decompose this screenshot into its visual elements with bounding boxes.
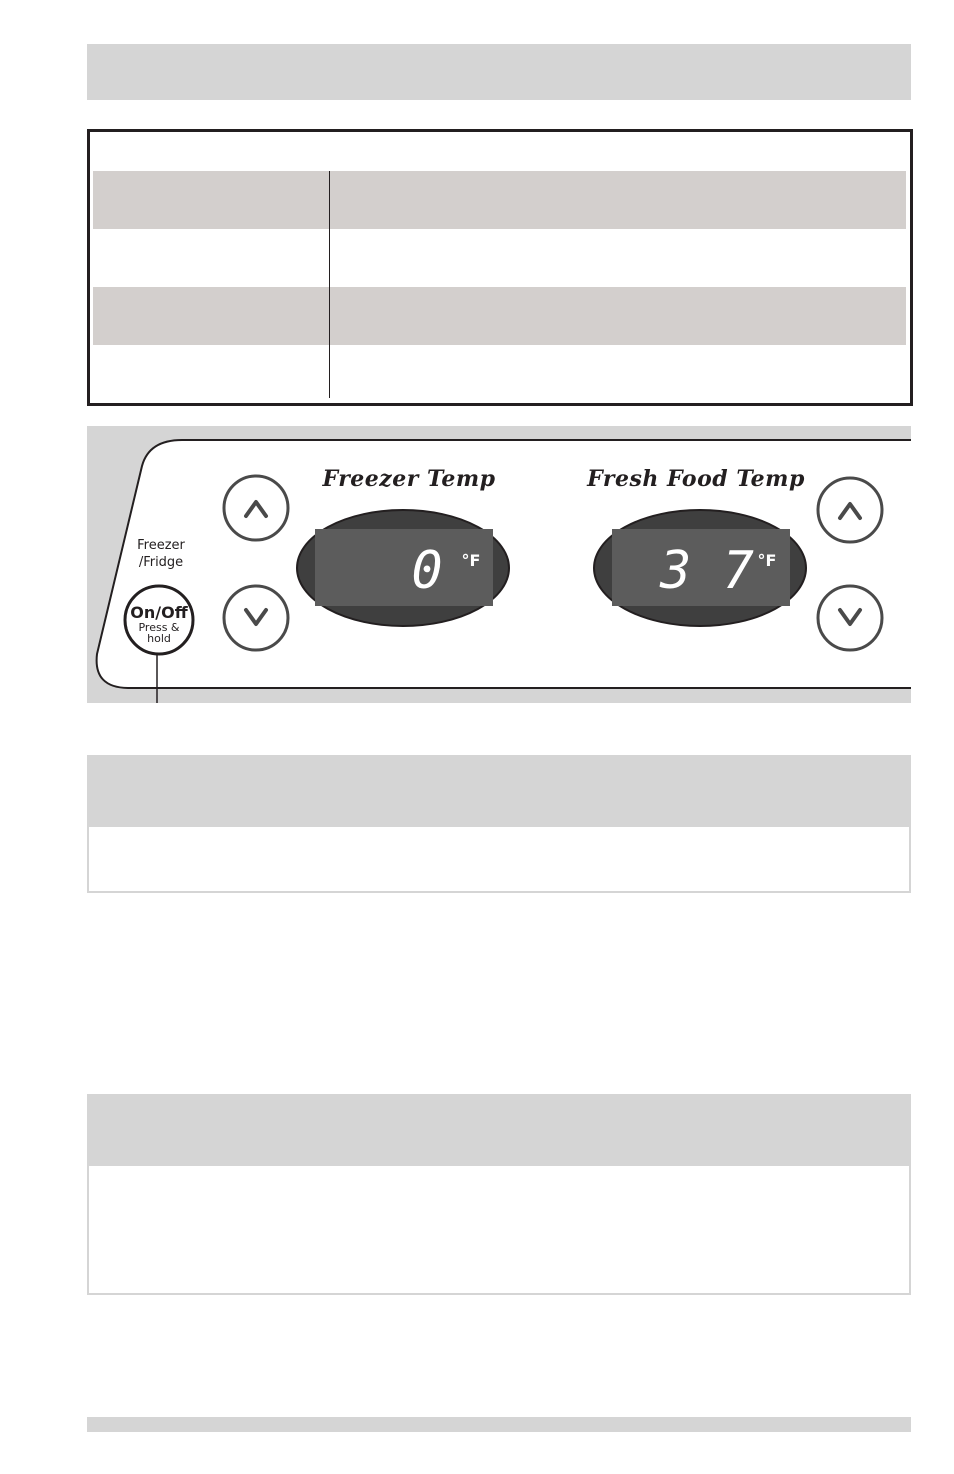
switch-label-line1: Freezer	[137, 538, 185, 553]
freezer-down-button[interactable]	[224, 586, 288, 650]
table-row	[93, 345, 906, 403]
info-box	[87, 1094, 911, 1295]
table-row	[93, 287, 906, 345]
footer-band	[87, 1417, 911, 1432]
table-row	[93, 229, 906, 287]
info-box-header	[89, 1096, 909, 1166]
fresh-food-temp-value: 3 7	[660, 541, 754, 601]
fresh-food-down-button[interactable]	[818, 586, 882, 650]
freezer-up-button[interactable]	[224, 476, 288, 540]
settings-table	[87, 129, 913, 406]
info-box	[87, 755, 911, 893]
table-row	[93, 171, 906, 229]
fresh-food-display	[594, 510, 806, 626]
header-band	[87, 44, 911, 100]
fresh-food-temp-unit: °F	[757, 551, 777, 570]
power-button-sub2: hold	[147, 632, 171, 645]
power-button-label: On/Off	[130, 603, 188, 622]
freezer-temp-unit: °F	[461, 551, 481, 570]
info-box-header	[89, 757, 909, 827]
power-button-sub1: Press &	[138, 621, 180, 634]
freezer-title: Freezer Temp	[322, 466, 496, 492]
fresh-food-title: Fresh Food Temp	[587, 466, 805, 492]
table-column-divider	[329, 171, 330, 398]
freezer-temp-value: 0	[411, 541, 443, 601]
fresh-food-up-button[interactable]	[818, 478, 882, 542]
control-panel	[87, 426, 911, 703]
control-panel-illustration	[87, 426, 911, 703]
power-button[interactable]	[125, 586, 193, 654]
switch-label-line2: /Fridge	[138, 555, 184, 570]
freezer-display	[297, 510, 509, 626]
